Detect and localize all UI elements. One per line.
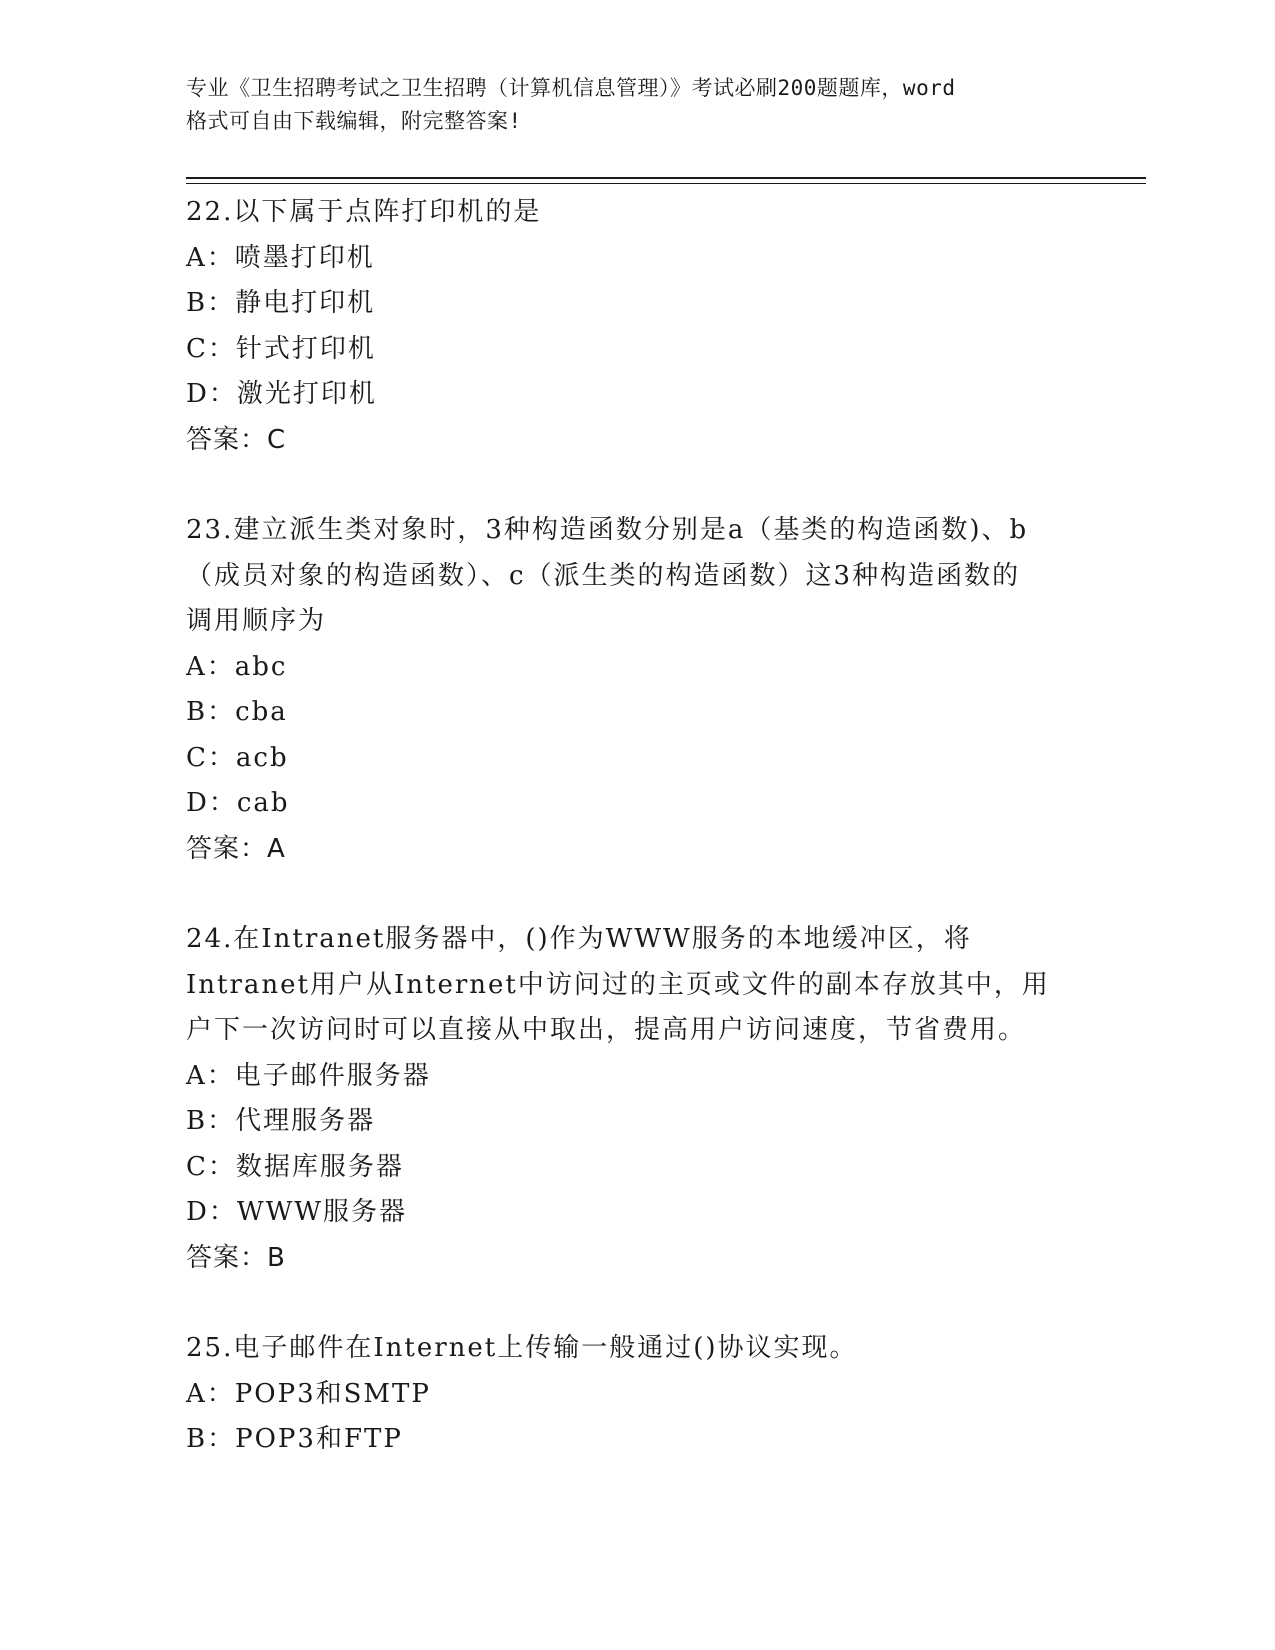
answer-line: 答案：C [186,424,287,455]
question-22 [186,190,1076,463]
question-25 [186,1326,1076,1463]
option-a: A：abc [186,651,288,682]
header-divider-thick [186,177,1146,179]
question-stem: 调用顺序为 [186,606,327,636]
option-c: C：针式打印机 [186,333,376,364]
header-line-2: 格式可自由下载编辑，附完整答案! [186,109,522,133]
option-d: D：激光打印机 [186,379,377,409]
option-c: C：数据库服务器 [186,1151,404,1182]
option-a: A：电子邮件服务器 [186,1060,431,1091]
question-stem: Intranet用户从Internet中访问过的主页或文件的副本存放其中，用 [186,969,1050,1000]
option-a: A：喷墨打印机 [186,242,375,273]
option-b: B：代理服务器 [186,1106,376,1136]
question-stem: 23.建立派生类对象时，3种构造函数分别是a（基类的构造函数)、b [186,515,1029,545]
header-divider-thin [186,183,1146,184]
question-stem: 户下一次访问时可以直接从中取出，提高用户访问速度，节省费用。 [186,1015,1027,1045]
question-24 [186,917,1076,1281]
option-a: A：POP3和SMTP [186,1378,431,1409]
question-stem: 25.电子邮件在Internet上传输一般通过()协议实现。 [186,1333,858,1363]
option-d: D：cab [186,788,290,818]
option-b: B：静电打印机 [186,288,376,318]
header-line-1: 专业《卫生招聘考试之卫生招聘（计算机信息管理）》考试必刷200题题库，word [186,76,956,100]
document-header [186,72,1086,138]
question-23 [186,508,1076,872]
question-stem: 24.在Intranet服务器中，()作为WWW服务的本地缓冲区，将 [186,924,972,954]
question-stem: 22.以下属于点阵打印机的是 [186,197,542,227]
question-stem: （成员对象的构造函数）、c（派生类的构造函数）这3种构造函数的 [186,560,1021,591]
answer-line: 答案：B [186,1242,286,1273]
question-list [186,190,1076,1508]
option-b: B：cba [186,697,288,727]
option-d: D：WWW服务器 [186,1197,408,1227]
option-b: B：POP3和FTP [186,1424,403,1454]
option-c: C：acb [186,742,289,773]
answer-line: 答案：A [186,833,286,864]
